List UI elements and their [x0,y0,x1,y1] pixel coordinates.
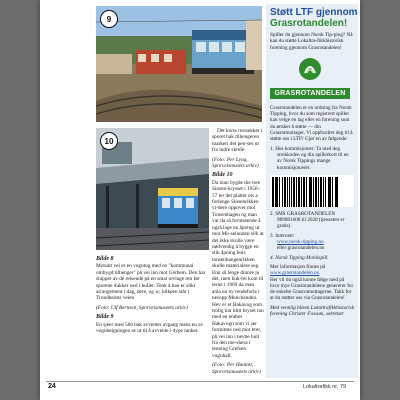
more-info-label: Mer informasjon finnes på [270,263,326,270]
step-label: 3. Internett: [270,232,295,239]
step-sub-link: eller grasrotandelen.no [277,245,325,252]
more-info [270,264,354,277]
more-info-text: Her vil du også kunne følge med på hvor mye Grasrotandelene genererer for de enkelte Grasrotmottagerne. Takk for at du støtter oss via Grasrotandelen! [270,276,354,302]
logo-wordmark: GRASROTANDELEN [270,88,350,99]
tram-photo-middle [96,128,209,250]
grasrot-logo-icon [298,57,322,81]
middle-caption-column [212,128,264,378]
sidebar-signoff: Med vennlig hilsen Lokaltrafikkhistorisk forening Christer Fossum, sekretær [270,304,354,318]
grasrot-sidebar [266,4,358,378]
caption-text: Da man bygde the tree Sinsen-krysset i 1956–57 ter det plattet ots a forlenge Sinsenrikken vi-dere oppover mot Tonsenhagen og man var da så forutseende å også lage en åpning ut mot Mo-selunden slik at det ikke skulle være nødvendig å bygge en slik åpning bnis tonsenbangenrikken skulle materialere seg. Enn så lenge dinnre ju det, men huk-ret kom til terne i 1969 da man anla en ny rendeforle i nesopp Munchenden. Hev er et Hakavog som trolig har blitt bryset inn med en endret Hakavogn som vi ser formitme ned mot bret, på vei inn i nevne hull fra den me-shera i tenning Grefsen vognhall. [212,179,264,359]
caption-text: Motsatt vei er en vogntog med en "kommunal ombygd tilhenger" på vei inn mot Gerbem. Den har slupper av de reisende på en smal revlage ren før sporene dukker ned i hullet. Tenk å han er slikt arrangement i dag, dere, og w; bilkeen står i Trondheims veien [96,263,206,302]
sidebar-intro: Spiller du gjennom Norsk Tip-ping? Nå kan du støtte Lokaltra-fikkhistorisk forening gjennom Grasrotandelen! [270,32,353,51]
sidebar-step: 1. Hos kommisjonær: Ta med deg strekkoden og din spillerkort til en av Norsk Tippings mange kommisjonærer. [270,145,349,171]
sidebar-body: Grasrotandelen er en ordning fra Norsk Tipping, hvor du som registrert spiller kan velge en lag eller en forening som du ønsker å støtte — din Grasrotmottager. Vi oppfordrer deg til å støtte oss i LTF! Gjør en av følgende: [270,104,353,143]
grasrotandelen-link[interactable]: www.grasrotandelen.no [270,270,320,277]
caption-text: En sjeer med 566 bak avventer avgang mens en av vognbeigningen se ut til å avvente i dype tanker. [96,321,204,335]
caption-title: Bilde 8 [96,256,114,262]
footer-divider [46,381,354,382]
norsk-tipping-link[interactable]: www.norsk-tipping.no [277,239,324,246]
grasrotandelen-logo [270,57,350,99]
sidebar-step: 4. Norsk Tipping Mobilspill. [270,254,329,261]
sidebar-title-highlight: Grasrotandelen! [270,18,348,29]
sidebar-step-links [270,239,354,252]
sidebar-step: 2. SMS GRASROTANDELEN 989081608 til 2020 (tjenesten er gratis). [270,210,345,230]
left-caption-column [96,254,208,337]
photo-number-badge: 10 [100,132,118,150]
caption-title: Bilde 10 [212,172,233,179]
photo-number-badge: 9 [100,10,118,28]
tram-photo-top [96,6,262,122]
page-number: 24 [48,383,56,390]
photo-credit: (Foto: Per Lyng, Sporveismusets arkiv) [212,156,259,170]
sidebar-title: Støtt LTF gjennom [270,7,358,18]
photo-credit: (Foto: Ulf Bernsen, Sporveismuseets arkiv) [96,304,188,311]
magazine-issue: Lokaltrafikk nr. 79 [302,384,346,390]
photo-credit: (Foto: Per Haatott, Sporveismuseets arkiv) [212,362,261,375]
barcode [270,175,354,207]
caption-text: Det korte restsekket i sporet bak tilhengeren markert det pen-ses ut fra indre skrefe. [212,128,263,154]
caption-title: Bilde 9 [96,314,114,321]
magazine-page [40,0,360,400]
